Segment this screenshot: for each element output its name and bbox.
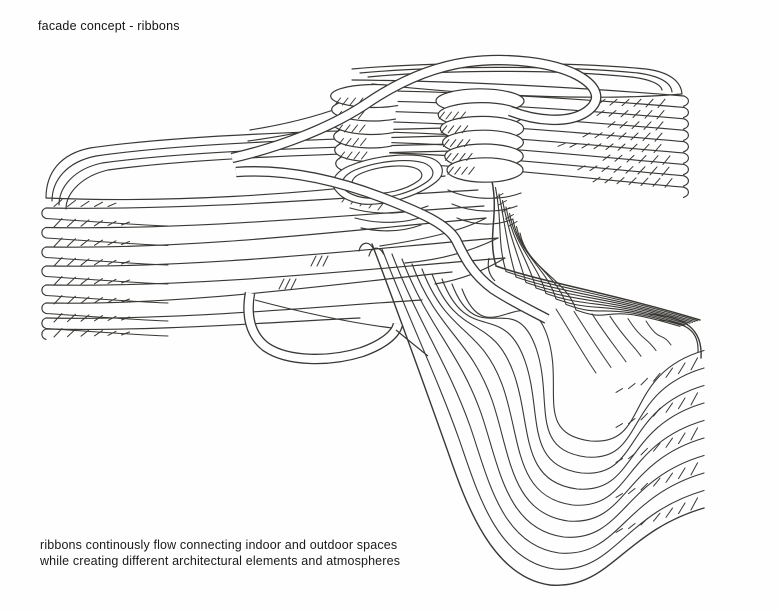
caption xyxy=(40,537,400,569)
caption-line-1: ribbons continously flow connecting indoor and outdoor spaces xyxy=(40,538,398,552)
bottom-slab xyxy=(359,243,704,585)
caption-line-2: while creating different architectural elements and atmospheres xyxy=(40,554,401,568)
ribbon-cascade xyxy=(380,181,700,326)
page-title: facade concept - ribbons xyxy=(38,19,180,33)
left-slab-ribbon-rows xyxy=(42,190,505,340)
wide-ribbon-bands xyxy=(232,60,596,359)
crossing-hatch-ticks xyxy=(279,256,328,289)
